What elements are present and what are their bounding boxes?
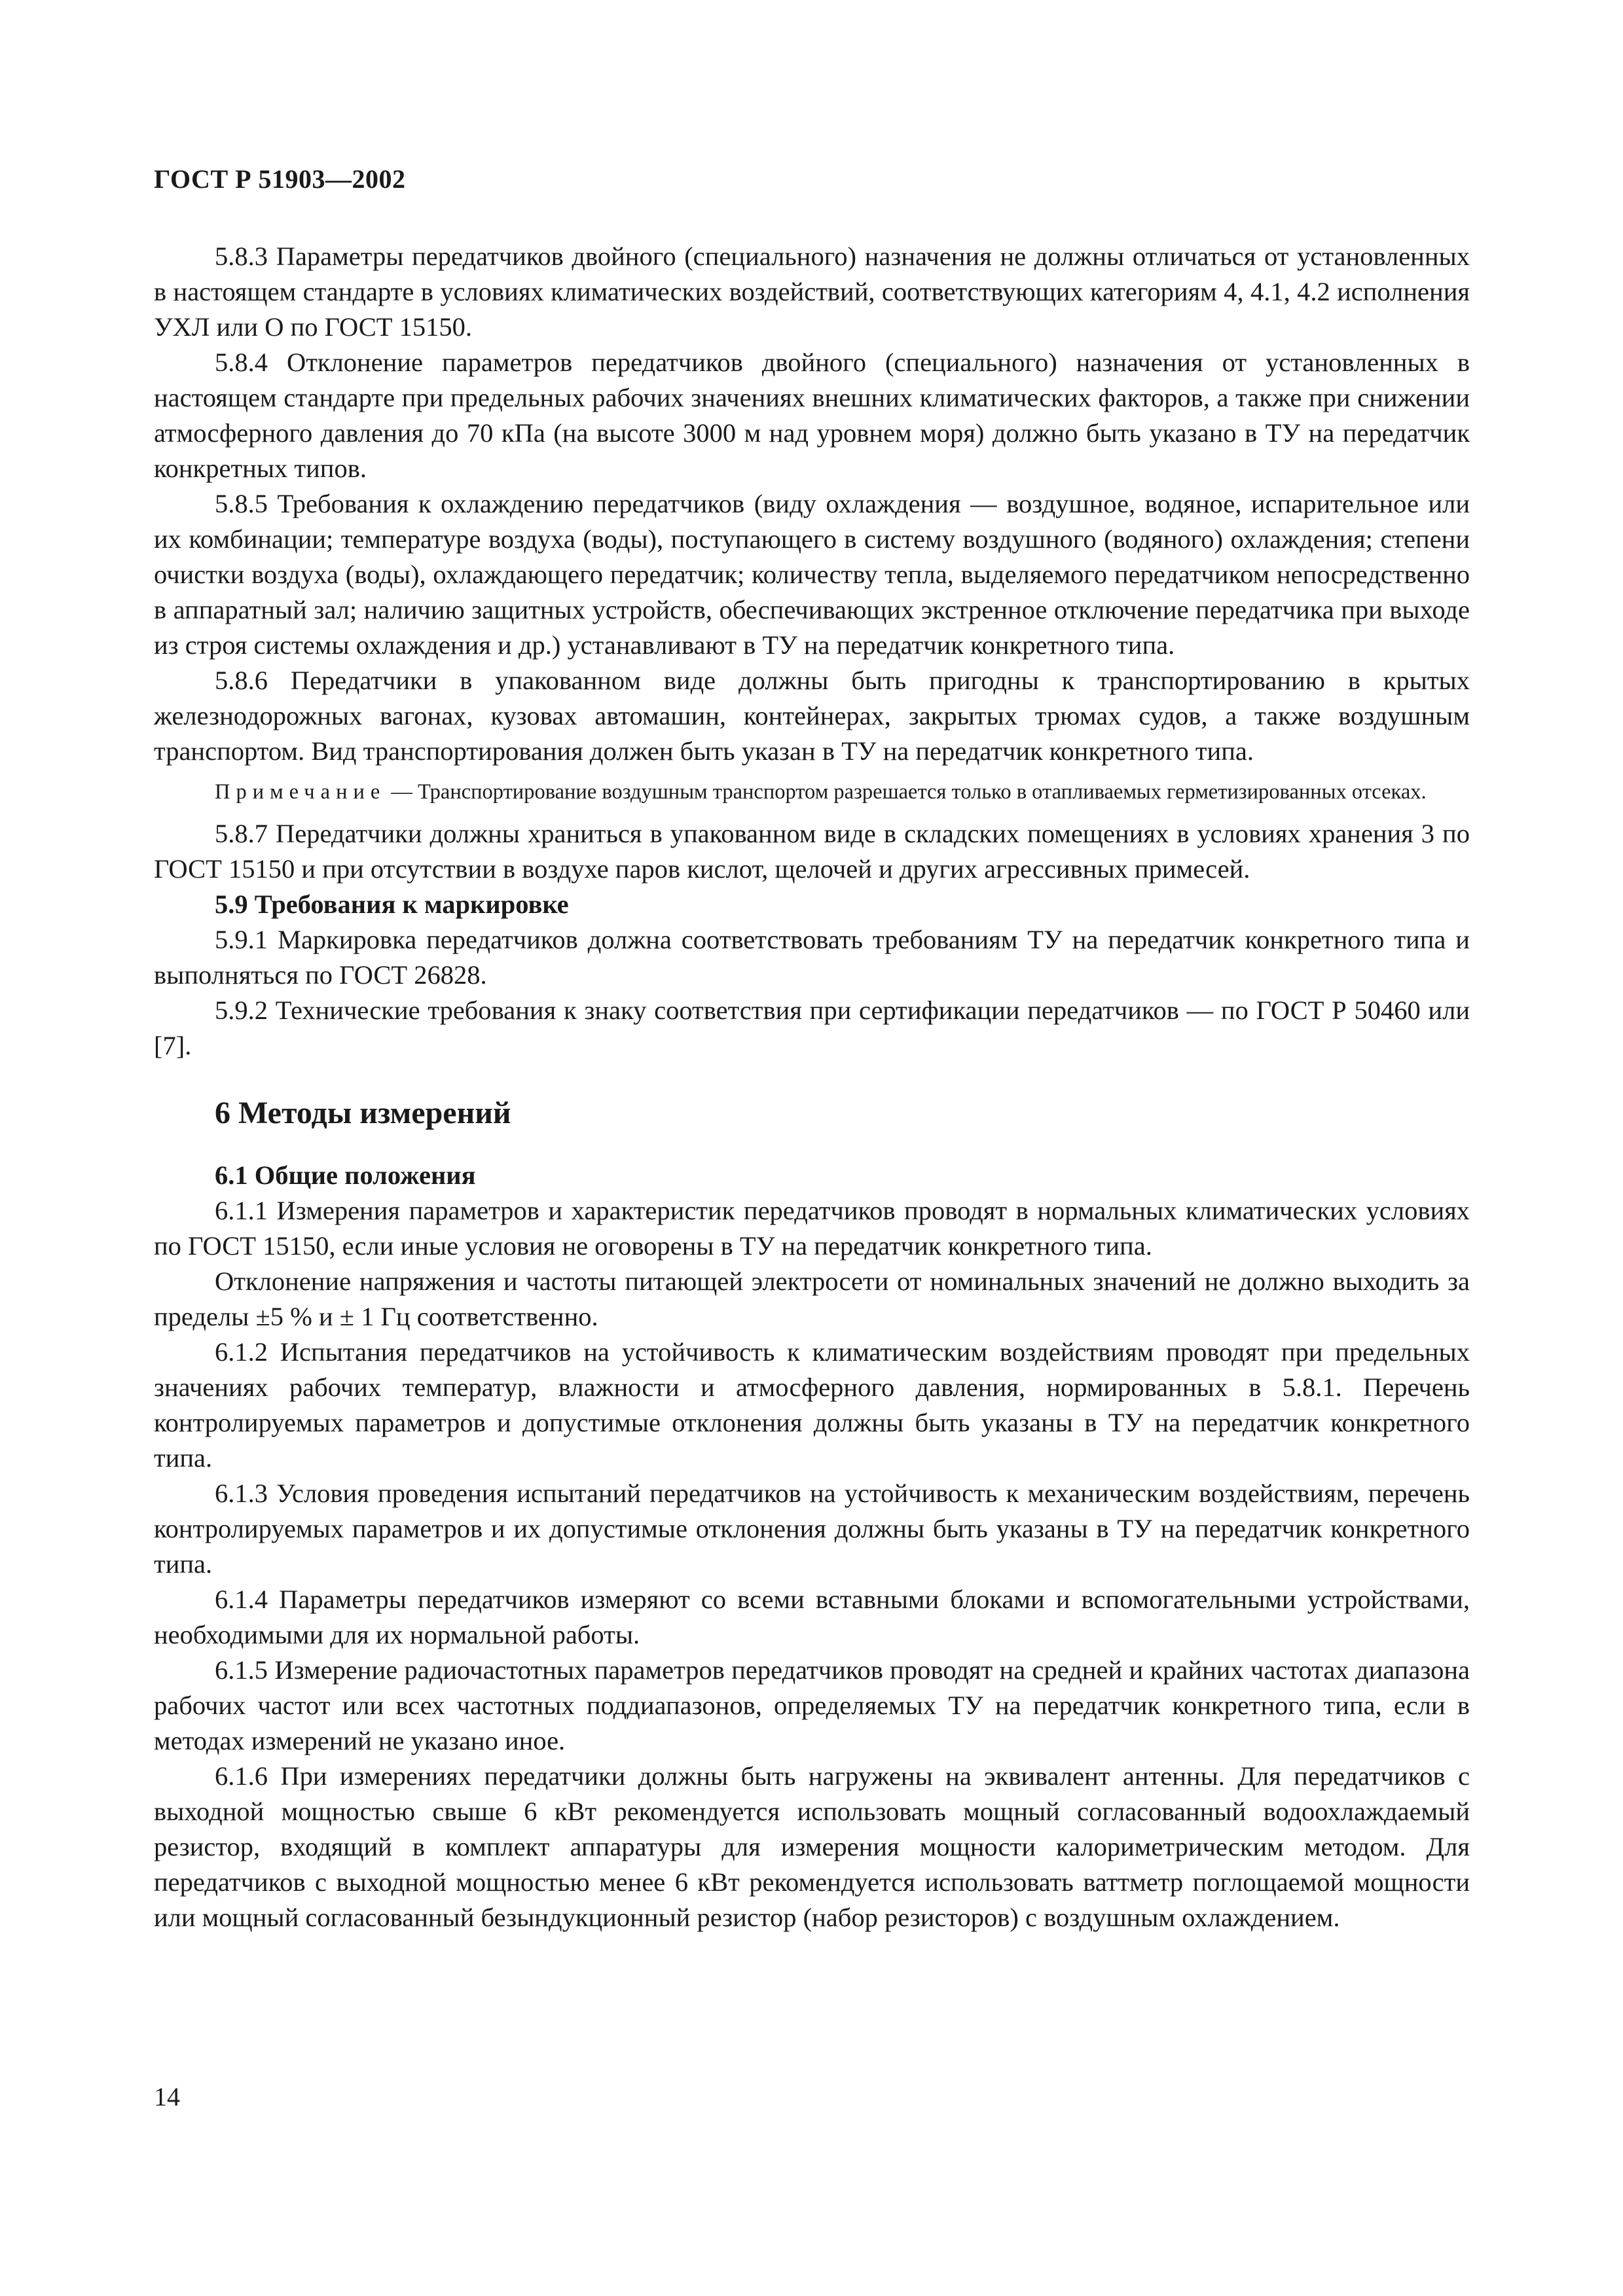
paragraph-5-8-6: 5.8.6 Передатчики в упакованном виде должны быть пригодны к транспортированию в крытых железнодорожных вагонах, кузовах автомашин, контейнерах, закрытых трюмах судов, а также воздушным транспортом. Вид транспортирования должен быть указан в ТУ на передатчик конкретного типа. — [154, 666, 1470, 766]
note-text: — Транспортирование воздушным транспортом разрешается только в отапливаемых герметизированных отсеках. — [386, 780, 1427, 804]
paragraph-6-1-3: 6.1.3 Условия проведения испытаний передатчиков на устойчивость к механическим воздействиям, перечень контролируемых параметров и их допустимые отклонения должны быть указаны в ТУ на передатчик конкретного типа. — [154, 1479, 1470, 1579]
document-page — [154, 0, 1470, 2296]
paragraph-6-1-6: 6.1.6 При измерениях передатчики должны быть нагружены на эквивалент антенны. Для передатчиков с выходной мощностью свыше 6 кВт рекомендуется использовать мощный согласованный водоохлаждаемый резистор, входящий в комплект аппаратуры для измерения мощности калориметрическим методом. Для передатчиков с выходной мощностью менее 6 кВт рекомендуется использовать ваттметр поглощаемой мощности или мощный согласованный безындукционный резистор (набор резисторов) с воздушным охлаждением. — [154, 1761, 1470, 1932]
paragraph-5-8-5: 5.8.5 Требования к охлаждению передатчиков (виду охлаждения — воздушное, водяное, испарительное или их комбинации; температуре воздуха (воды), поступающего в систему воздушного (водяного) охлаждения; степени очистки воздуха (воды), охлаждающего передатчик; количеству тепла, выделяемого передатчиком непосредственно в аппаратный зал; наличию защитных устройств, обеспечивающих экстренное отключение передатчика при выходе из строя системы охлаждения и др.) устанавливают в ТУ на передатчик конкретного типа. — [154, 489, 1470, 660]
paragraph-6-1-5: 6.1.5 Измерение радиочастотных параметров передатчиков проводят на средней и крайних частотах диапазона рабочих частот или всех частотных поддиапазонов, определяемых ТУ на передатчик конкретного типа, если в методах измерений не указано иное. — [154, 1655, 1470, 1755]
paragraph-6-1-1-deviation: Отклонение напряжения и частоты питающей электросети от номинальных значений не должно выходить за пределы ±5 % и ± 1 Гц соответственно. — [154, 1266, 1470, 1331]
page-number: 14 — [154, 2082, 180, 2111]
document-body — [154, 239, 1470, 1935]
paragraph-5-9-1: 5.9.1 Маркировка передатчиков должна соответствовать требованиям ТУ на передатчик конкретного типа и выполняться по ГОСТ 26828. — [154, 925, 1470, 990]
subsection-heading-5-9: 5.9 Требования к маркировке — [215, 889, 569, 919]
section-heading-6: 6 Методы измерений — [215, 1096, 511, 1130]
paragraph-6-1-1: 6.1.1 Измерения параметров и характеристик передатчиков проводят в нормальных климатических условиях по ГОСТ 15150, если иные условия не оговорены в ТУ на передатчик конкретного типа. — [154, 1196, 1470, 1261]
note-label: Примечание — [215, 780, 386, 804]
paragraph-5-8-4: 5.8.4 Отклонение параметров передатчиков двойного (специального) назначения от установленных в настоящем стандарте при предельных рабочих значениях внешних климатических факторов, а также при снижении атмосферного давления до 70 кПа (на высоте 3000 м над уровнем моря) должно быть указано в ТУ на передатчик конкретных типов. — [154, 348, 1470, 483]
document-header: ГОСТ Р 51903—2002 — [154, 164, 406, 194]
paragraph-6-1-2: 6.1.2 Испытания передатчиков на устойчивость к климатическим воздействиям проводят при предельных значениях рабочих температур, влажности и атмосферного давления, нормированных в 5.8.1. Перечень контролируемых параметров и допустимые отклонения должны быть указаны в ТУ на передатчик конкретного типа. — [154, 1337, 1470, 1473]
paragraph-5-9-2: 5.9.2 Технические требования к знаку соответствия при сертификации передатчиков — по ГОСТ Р 50460 или [7]. — [154, 996, 1470, 1060]
note — [154, 777, 1470, 807]
subsection-heading-6-1: 6.1 Общие положения — [215, 1160, 476, 1190]
paragraph-6-1-4: 6.1.4 Параметры передатчиков измеряют со всеми вставными блоками и вспомогательными устройствами, необходимыми для их нормальной работы. — [154, 1585, 1470, 1649]
paragraph-5-8-7: 5.8.7 Передатчики должны храниться в упакованном виде в складских помещениях в условиях хранения 3 по ГОСТ 15150 и при отсутствии в воздухе паров кислот, щелочей и других агрессивных примесей. — [154, 819, 1470, 884]
paragraph-5-8-3: 5.8.3 Параметры передатчиков двойного (специального) назначения не должны отличаться от установленных в настоящем стандарте в условиях климатических воздействий, соответствующих категориям 4, 4.1, 4.2 исполнения УХЛ или О по ГОСТ 15150. — [154, 242, 1470, 342]
